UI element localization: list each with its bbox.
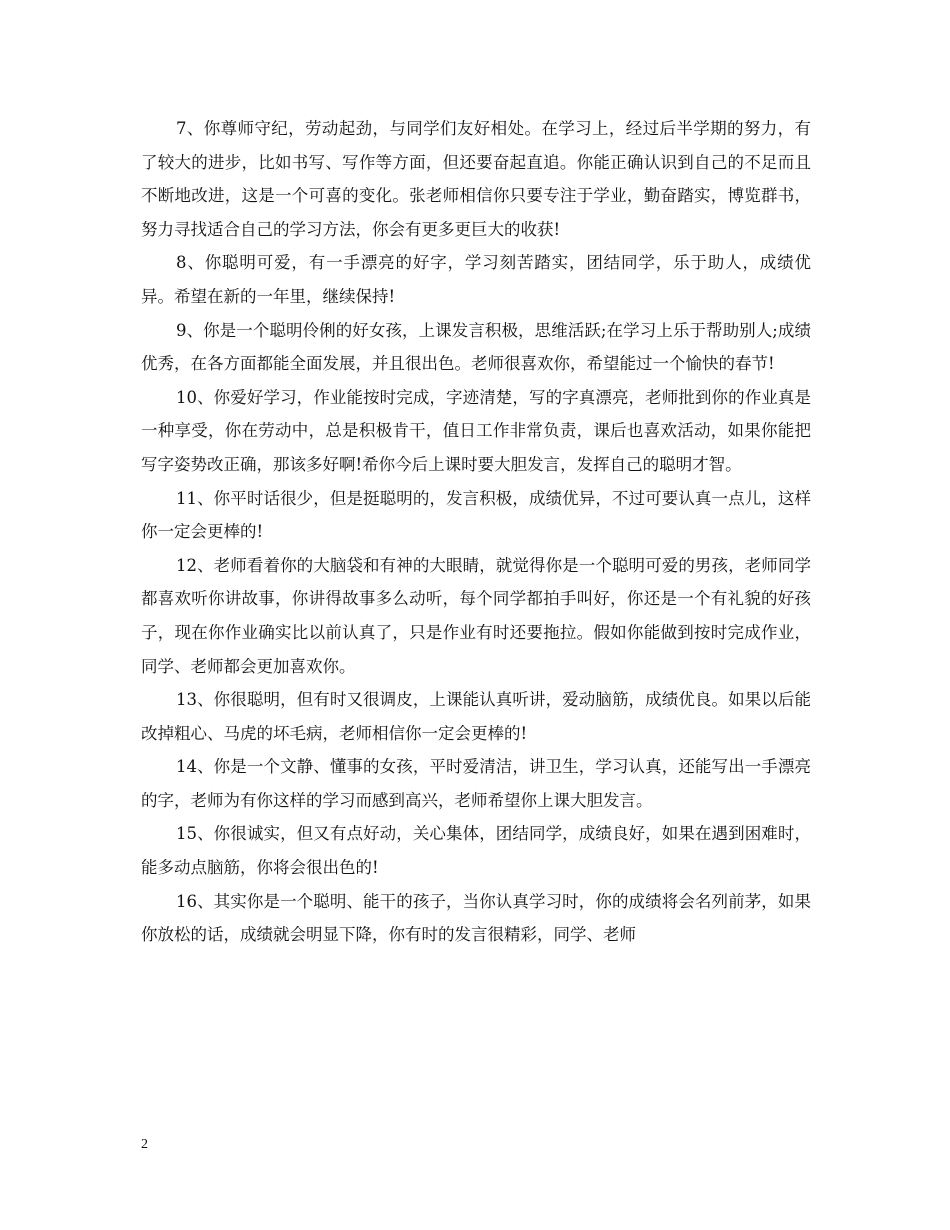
paragraph-16: 16、其实你是一个聪明、能干的孩子，当你认真学习时，你的成绩将会名列前茅，如果你放松的话，成绩就会明显下降，你有时的发言很精彩，同学、老师 bbox=[141, 891, 811, 945]
paragraph-10: 10、你爱好学习，作业能按时完成，字迹清楚，写的字真漂亮，老师批到你的作业真是一种享受，你在劳动中，总是积极肯干，值日工作非常负责，课后也喜欢活动，如果你能把写字姿势改正确，那该多好啊!希你今后上课时要大胆发言，发挥自己的聪明才智。 bbox=[141, 387, 811, 474]
paragraph-8: 8、你聪明可爱，有一手漂亮的好字，学习刻苦踏实，团结同学，乐于助人，成绩优异。希望在新的一年里，继续保持! bbox=[141, 253, 811, 306]
document-body bbox=[141, 112, 811, 952]
paragraph-9: 9、你是一个聪明伶俐的好女孩，上课发言积极，思维活跃;在学习上乐于帮助别人;成绩优秀，在各方面都能全面发展，并且很出色。老师很喜欢你，希望能过一个愉快的春节! bbox=[141, 320, 811, 374]
paragraph-15: 15、你很诚实，但又有点好动，关心集体，团结同学，成绩良好，如果在遇到困难时，能多动点脑筋，你将会很出色的! bbox=[141, 824, 811, 878]
page-number: 2 bbox=[141, 1137, 148, 1152]
paragraph-14: 14、你是一个文静、懂事的女孩，平时爱清洁，讲卫生，学习认真，还能写出一手漂亮的字，老师为有你这样的学习而感到高兴，老师希望你上课大胆发言。 bbox=[141, 757, 811, 810]
paragraph-11: 11、你平时话很少，但是挺聪明的，发言积极，成绩优异，不过可要认真一点儿，这样你一定会更棒的! bbox=[141, 488, 811, 542]
paragraph-13: 13、你很聪明，但有时又很调皮，上课能认真听讲，爱动脑筋，成绩优良。如果以后能改掉粗心、马虎的坏毛病，老师相信你一定会更棒的! bbox=[141, 690, 811, 743]
paragraph-7: 7、你尊师守纪，劳动起劲，与同学们友好相处。在学习上，经过后半学期的努力，有了较大的进步，比如书写、写作等方面，但还要奋起直追。你能正确认识到自己的不足而且不断地改进，这是一个可喜的变化。张老师相信你只要专注于学业，勤奋踏实，博览群书，努力寻找适合自己的学习方法，你会有更多更巨大的收获! bbox=[141, 119, 811, 239]
paragraph-12: 12、老师看着你的大脑袋和有神的大眼睛，就觉得你是一个聪明可爱的男孩，老师同学都喜欢听你讲故事，你讲得故事多么动听，每个同学都拍手叫好，你还是一个有礼貌的好孩子，现在你作业确实比以前认真了，只是作业有时还要拖拉。假如你能做到按时完成作业，同学、老师都会更加喜欢你。 bbox=[141, 555, 811, 676]
